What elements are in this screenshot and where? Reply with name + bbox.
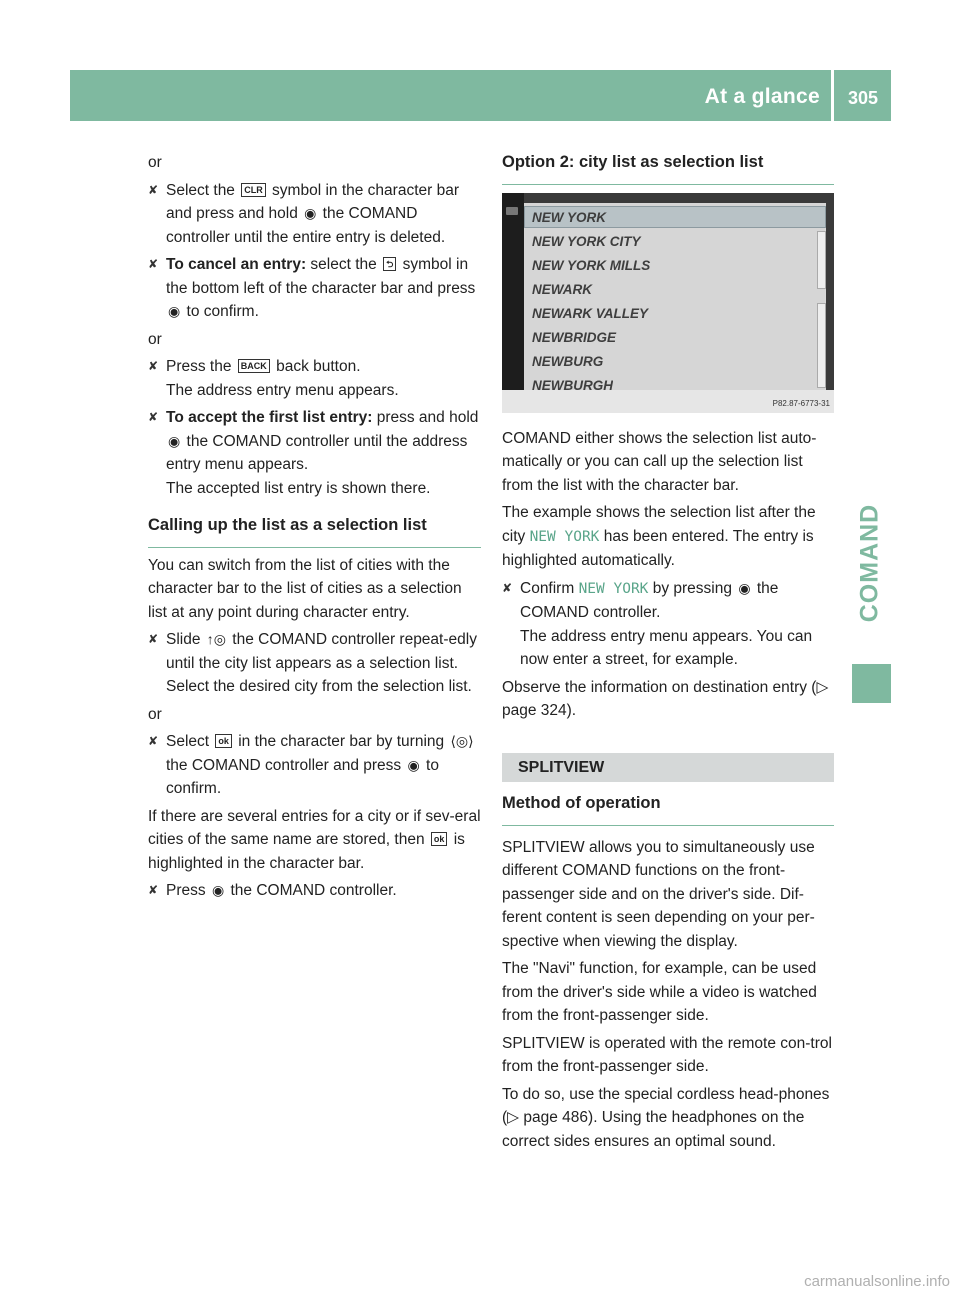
step-text: the COMAND controller until the address entry menu appears. [166, 432, 468, 473]
scrollbar-thumb[interactable] [817, 303, 826, 388]
paragraph [148, 805, 481, 876]
step-arrow-icon: ✘ [148, 883, 159, 897]
step-text: select the [306, 256, 382, 273]
display-text: NEW YORK [578, 580, 649, 597]
page-title: At a glance [704, 85, 820, 108]
controller-press-icon: ◉ [304, 205, 317, 221]
step-arrow-icon: ✘ [148, 257, 159, 271]
city-list-item[interactable]: NEWBURGH [532, 377, 613, 390]
section-heading: Calling up the list as a selection list [148, 514, 481, 548]
paragraph: Observe the information on destination entry (▷ page 324). [502, 678, 829, 719]
step-text: Select [166, 733, 214, 750]
section-heading: Option 2: city list as selection list [502, 151, 834, 185]
step-result: The address entry menu appears. [166, 381, 399, 399]
paragraph-text: is highlighted in the character bar. [148, 831, 465, 872]
screen-left-strip [502, 193, 524, 390]
ok-icon: ok [431, 832, 448, 846]
paragraph: SPLITVIEW is operated with the remote con-trol from the front-passenger side. [502, 1034, 832, 1075]
paragraph: The "Navi" function, for example, can be used from the driver's side while a video is watched from the front-passenger side. [502, 960, 817, 1024]
display-text: NEW YORK [529, 528, 600, 545]
figure-code: P82.87-6773-31 [772, 398, 830, 408]
city-list-item[interactable]: NEWARK VALLEY [532, 305, 649, 321]
step-item [148, 628, 481, 699]
screen-footer [502, 390, 834, 413]
paragraph: You can switch from the list of cities with the character bar to the list of cities as a selection list at any point during character entry. [148, 556, 462, 621]
step-result: The accepted list entry is shown there. [166, 479, 431, 497]
page-number: 305 [847, 88, 879, 108]
step-text: in the character bar by turning [233, 733, 449, 750]
paragraph-text: has been entered. The entry is highlighted automatically. [502, 527, 814, 569]
ok-icon: ok [215, 734, 232, 748]
controller-press-icon: ◉ [738, 579, 751, 596]
step-text: press and hold [372, 409, 479, 426]
city-list-item[interactable]: NEWARK [532, 281, 592, 297]
city-list-item[interactable]: NEW YORK MILLS [532, 257, 651, 273]
step-heading: To cancel an entry: [166, 256, 307, 273]
controller-press-icon: ◉ [407, 756, 420, 773]
step-text: Press [166, 882, 210, 899]
step-text: Select the [166, 181, 240, 199]
step-item [148, 355, 481, 402]
step-text: back button. [271, 358, 361, 375]
step-item [148, 253, 481, 324]
city-list-item[interactable]: NEW YORK [532, 209, 607, 225]
step-text: the COMAND controller. [520, 579, 779, 621]
step-arrow-icon: ✘ [502, 580, 513, 595]
step-result: Select the desired city from the selection list. [166, 678, 472, 695]
step-text: the COMAND controller and press [166, 756, 406, 774]
list-icon [506, 207, 518, 215]
step-text: to confirm. [182, 303, 259, 320]
watermark[interactable]: carmanualsonline.info [804, 1273, 950, 1290]
controller-turn-icon: ⟨◎⟩ [450, 733, 474, 749]
step-arrow-icon: ✘ [148, 734, 159, 748]
step-arrow-icon: ✘ [148, 359, 159, 373]
paragraph: SPLITVIEW allows you to simultaneously use different COMAND functions on the front-passenger side and on the driver's side. Dif-ferent content is seen depending on your per-spective when viewing the display. [502, 838, 815, 950]
side-tab-block [852, 664, 891, 703]
section-heading: Method of operation [502, 792, 834, 826]
paragraph [502, 501, 834, 573]
back-arrow-icon: ⮌ [383, 257, 396, 271]
controller-press-icon: ◉ [211, 882, 225, 898]
step-text: Confirm [520, 579, 579, 597]
paragraph-text: If there are several entries for a city or if sev-eral cities of the same name are stored, then [148, 807, 481, 848]
step-heading: To accept the first list entry: [166, 409, 373, 426]
side-section-label [840, 478, 900, 648]
city-list-item[interactable]: NEWBRIDGE [532, 329, 616, 345]
controller-press-icon: ◉ [168, 303, 181, 319]
controller-press-icon: ◉ [168, 432, 181, 449]
paragraph: COMAND either shows the selection list auto-matically or you can call up the selection list from the list with the character bar. [502, 429, 817, 494]
step-item [148, 179, 481, 250]
step-item [148, 730, 481, 801]
step-text: the COMAND controller repeat-edly until the city list appears as a selection list. [166, 631, 477, 672]
step-text: symbol in the character bar and press and hold [166, 181, 460, 222]
step-text: Slide [166, 631, 205, 648]
side-section-text: COMAND [855, 503, 884, 623]
left-column [148, 151, 481, 907]
step-text: the COMAND controller until the entire entry is deleted. [166, 205, 446, 246]
step-arrow-icon: ✘ [148, 632, 159, 646]
city-list-item[interactable]: NEW YORK CITY [532, 233, 641, 249]
step-item [148, 406, 481, 500]
step-item [148, 879, 481, 903]
back-button-icon: BACK [238, 359, 270, 373]
step-arrow-icon: ✘ [148, 182, 159, 197]
step-text: symbol in the bottom left of the character bar and press [166, 256, 476, 297]
section-band: SPLITVIEW [502, 753, 834, 783]
step-arrow-icon: ✘ [148, 410, 159, 424]
step-item [502, 577, 834, 672]
step-text: to confirm. [166, 756, 439, 797]
step-text: Press the [166, 358, 236, 375]
step-result: The address entry menu appears. You can now enter a street, for example. [520, 627, 813, 668]
clr-icon: CLR [241, 183, 266, 197]
or-text: or [148, 154, 162, 171]
step-text: the COMAND controller. [226, 882, 397, 899]
controller-slide-icon: ↑◎ [206, 631, 226, 647]
or-text: or [148, 705, 162, 723]
paragraph: To do so, use the special cordless head-phones (▷ page 486). Using the headphones on the correct sides ensures an optimal sound. [502, 1085, 830, 1150]
city-list-item[interactable]: NEWBURG [532, 353, 604, 369]
screenshot-selection-list [502, 193, 834, 413]
city-list [524, 203, 826, 390]
header-divider [831, 70, 834, 121]
scrollbar-track[interactable] [817, 231, 826, 289]
paragraph-text: The example shows the selection list after the city [502, 504, 816, 545]
step-text: by pressing [648, 579, 737, 597]
right-column [502, 151, 834, 1157]
or-text: or [148, 330, 162, 348]
